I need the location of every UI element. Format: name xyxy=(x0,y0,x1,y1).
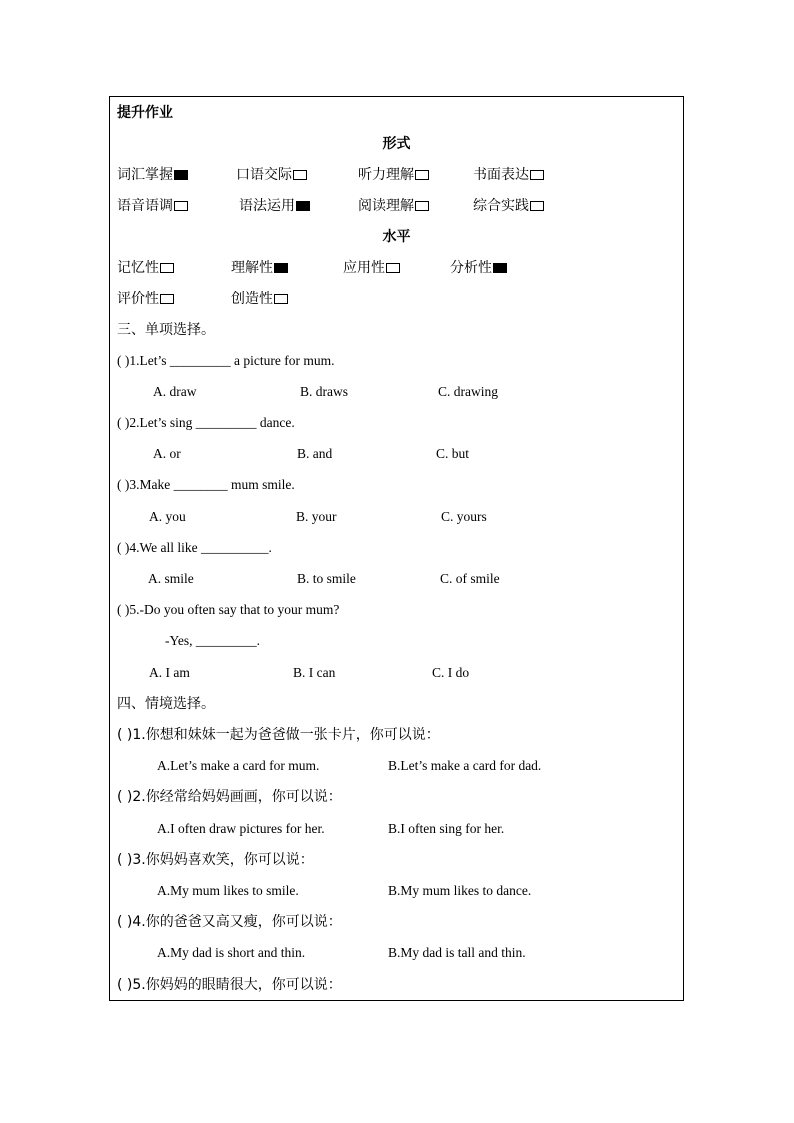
form-row-1 xyxy=(110,162,683,188)
option-a[interactable]: A. draw xyxy=(153,384,197,399)
checkbox-unchecked[interactable] xyxy=(160,263,174,273)
question-stem: ( )3.你妈妈喜欢笑，你可以说： xyxy=(117,852,314,868)
level-item-label: 记忆性 xyxy=(117,260,159,276)
question-stem: ( )5.你妈妈的眼睛很大，你可以说： xyxy=(117,977,342,993)
question-stem: ( )4.We all like __________. xyxy=(117,540,272,555)
form-heading-row xyxy=(110,131,683,157)
question-stem: ( )5.-Do you often say that to your mum? xyxy=(117,602,340,617)
option-a[interactable]: A. I am xyxy=(149,665,190,680)
option-b[interactable]: B.Let’s make a card for dad. xyxy=(388,758,542,773)
option-b[interactable]: B. your xyxy=(296,509,337,524)
checkbox-unchecked[interactable] xyxy=(174,201,188,211)
options-row xyxy=(110,940,683,966)
options-row xyxy=(110,441,683,467)
checkbox-checked[interactable] xyxy=(493,263,507,273)
form-row-2 xyxy=(110,193,683,219)
option-b[interactable]: B.I often sing for her. xyxy=(388,821,505,836)
question-row xyxy=(110,722,683,748)
form-item-label: 词汇掌握 xyxy=(117,167,173,183)
form-heading: 形式 xyxy=(382,136,411,152)
option-c[interactable]: C. of smile xyxy=(440,571,500,586)
option-b[interactable]: B. to smile xyxy=(297,571,356,586)
checkbox-unchecked[interactable] xyxy=(530,201,544,211)
worksheet-title: 提升作业 xyxy=(117,105,173,121)
form-item xyxy=(473,193,544,219)
form-item xyxy=(358,162,429,188)
checkbox-unchecked[interactable] xyxy=(160,294,174,304)
level-row-1 xyxy=(110,255,683,281)
checkbox-checked[interactable] xyxy=(274,263,288,273)
options-row xyxy=(110,566,683,592)
form-item xyxy=(117,162,188,188)
options-row xyxy=(110,878,683,904)
option-a[interactable]: A.I often draw pictures for her. xyxy=(157,821,325,836)
question-stem: ( )1.你想和妹妹一起为爸爸做一张卡片，你可以说： xyxy=(117,727,440,743)
option-a[interactable]: A. smile xyxy=(148,571,194,586)
checkbox-unchecked[interactable] xyxy=(274,294,288,304)
form-item-label: 语法运用 xyxy=(239,198,295,214)
option-c[interactable]: C. I do xyxy=(432,665,470,680)
option-b[interactable]: B.My mum likes to dance. xyxy=(388,883,532,898)
level-item xyxy=(343,255,400,281)
question-row xyxy=(110,597,683,623)
level-item-label: 应用性 xyxy=(343,260,385,276)
option-a[interactable]: A. you xyxy=(149,509,186,524)
form-item xyxy=(358,193,429,219)
form-item-label: 综合实践 xyxy=(473,198,529,214)
options-row xyxy=(110,816,683,842)
option-b[interactable]: B. draws xyxy=(300,384,348,399)
checkbox-unchecked[interactable] xyxy=(386,263,400,273)
level-row-2 xyxy=(110,286,683,312)
level-item xyxy=(117,286,174,312)
option-a[interactable]: A.Let’s make a card for mum. xyxy=(157,758,320,773)
options-row xyxy=(110,504,683,530)
level-item-label: 评价性 xyxy=(117,291,159,307)
question-row xyxy=(110,847,683,873)
level-item-label: 理解性 xyxy=(231,260,273,276)
option-b[interactable]: B.My dad is tall and thin. xyxy=(388,945,526,960)
question-row xyxy=(110,972,683,998)
option-a[interactable]: A. or xyxy=(153,446,181,461)
level-heading: 水平 xyxy=(382,229,411,245)
form-item xyxy=(473,162,544,188)
question-stem-answer: -Yes, _________. xyxy=(165,633,261,648)
section4-title-row xyxy=(110,691,683,717)
checkbox-unchecked[interactable] xyxy=(530,170,544,180)
question-row xyxy=(110,909,683,935)
level-item-label: 创造性 xyxy=(231,291,273,307)
option-c[interactable]: C. drawing xyxy=(438,384,498,399)
level-item xyxy=(231,255,288,281)
worksheet-frame xyxy=(109,96,684,1001)
option-c[interactable]: C. but xyxy=(436,446,470,461)
options-row xyxy=(110,379,683,405)
question-row xyxy=(110,348,683,374)
checkbox-checked[interactable] xyxy=(174,170,188,180)
level-item-label: 分析性 xyxy=(450,260,492,276)
question-row xyxy=(110,535,683,561)
checkbox-unchecked[interactable] xyxy=(415,170,429,180)
option-a[interactable]: A.My mum likes to smile. xyxy=(157,883,299,898)
question-row xyxy=(110,472,683,498)
level-item xyxy=(117,255,174,281)
level-heading-row xyxy=(110,224,683,250)
question-stem: ( )3.Make ________ mum smile. xyxy=(117,477,295,492)
form-item-label: 口语交际 xyxy=(236,167,292,183)
checkbox-checked[interactable] xyxy=(296,201,310,211)
question-stem: ( )4.你的爸爸又高又瘦，你可以说： xyxy=(117,914,342,930)
option-c[interactable]: C. yours xyxy=(441,509,487,524)
section3-title-row xyxy=(110,317,683,343)
question-row xyxy=(110,784,683,810)
form-item-label: 听力理解 xyxy=(358,167,414,183)
option-b[interactable]: B. I can xyxy=(293,665,336,680)
option-b[interactable]: B. and xyxy=(297,446,333,461)
form-item-label: 书面表达 xyxy=(473,167,529,183)
checkbox-unchecked[interactable] xyxy=(415,201,429,211)
worksheet-title-row xyxy=(110,100,683,126)
question-row xyxy=(110,410,683,436)
checkbox-unchecked[interactable] xyxy=(293,170,307,180)
form-item xyxy=(236,162,307,188)
question-stem: ( )2.Let’s sing _________ dance. xyxy=(117,415,295,430)
question-row-answer xyxy=(110,628,683,654)
form-item-label: 阅读理解 xyxy=(358,198,414,214)
section4-title: 四、情境选择。 xyxy=(117,696,215,712)
options-row xyxy=(110,753,683,779)
level-item xyxy=(450,255,507,281)
question-stem: ( )2.你经常给妈妈画画，你可以说： xyxy=(117,789,342,805)
options-row xyxy=(110,660,683,686)
form-item xyxy=(239,193,310,219)
level-item xyxy=(231,286,288,312)
question-stem: ( )1.Let’s _________ a picture for mum. xyxy=(117,353,335,368)
section3-title: 三、单项选择。 xyxy=(117,322,215,338)
form-item-label: 语音语调 xyxy=(117,198,173,214)
form-item xyxy=(117,193,188,219)
option-a[interactable]: A.My dad is short and thin. xyxy=(157,945,306,960)
